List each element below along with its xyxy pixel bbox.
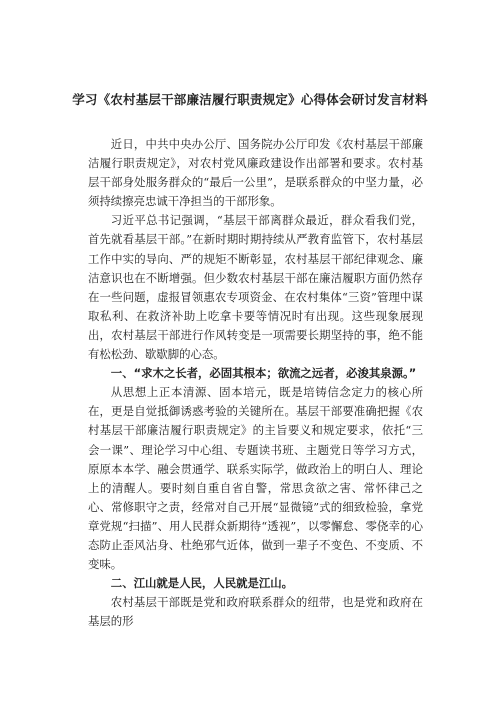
paragraph: 农村基层干部既是党和政府联系群众的纽带，也是党和政府在基层的形 — [88, 595, 423, 629]
paragraph: 近日，中共中央办公厅、国务院办公厅印发《农村基层干部廉洁履行职责规定》，对农村党风廉政建设作出部署和要求。农村基层干部身处服务群众的“最后一公里”，是联系群众的中坚力量，必须持续擦亮忠诚干净担当的干部形象。 — [88, 137, 423, 209]
document-title: 学习《农村基层干部廉洁履行职责规定》心得体会研讨发言材料 — [72, 92, 428, 107]
document-body — [88, 135, 423, 631]
paragraph: 习近平总书记强调，“基层干部离群众最近，群众看我们党，首先就看基层干部。”在新时期时期持续从严教育监管下，农村基层工作中实的导向、严的规矩不断彰显，农村基层干部纪律观念、廉洁意识也在不断增强。但少数农村基层干部在廉洁履职方面仍然存在一些问题，虚报冒领惠农专项资金、在农村集体“三资”管理中谋取私利、在救济补助上吃拿卡要等情况时有出现。这些现象展现出，农村基层干部进行作风转变是一项需要长期坚持的事，绝不能有松松劲、歇歇脚的心态。 — [88, 213, 423, 362]
section-heading-1: 一、“求木之长者，必固其根本；欲流之远者，必浚其泉源。” — [110, 366, 417, 381]
paragraph: 从思想上正本清源、固本培元，既是培铸信念定力的核心所在，更是自觉抵御诱惑考验的关键所在。基层干部要准确把握《农村基层干部廉洁履行职责规定》的主旨要义和规定要求，依托“三会一课”、理论学习中心组、专题读书班、主题党日等学习方式，原原本本学、融会贯通学、联系实际学，做政治上的明白人、理论上的清醒人。要时刻自重自省自警，常思贪欲之害、常怀律己之心、常修职守之责，经常对自己开展“显微镜”式的细致检验，拿党章党规“扫描”、用人民群众新期待“透视”，以零懈怠、零侥幸的心态防止歪风沾身、杜绝邪气近体，做到一辈子不变色、不变质、不变味。 — [88, 385, 423, 572]
section-heading-2: 二、江山就是人民，人民就是江山。 — [110, 576, 294, 591]
